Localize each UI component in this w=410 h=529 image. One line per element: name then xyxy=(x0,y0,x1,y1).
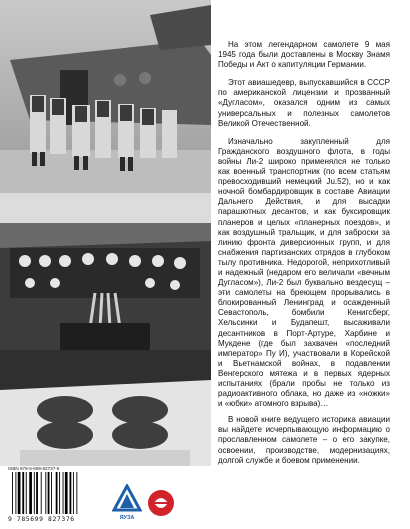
paragraph: Этот авиашедевр, выпускавшийся в СССР по американской лицензии и прозванный «Дугласом», оказался одним из самых универсальных и полезных самолетов Великой Отечественной. xyxy=(218,78,390,128)
paragraph: Изначально закупленный для Гражданского воздушного флота, в годы войны Ли-2 широко применялся не только как военный транспортник (по всем статьям превосходивший немецкий Ju.52), но и как ночной бомбардировщик в составе Авиации Дальнего Действия, и для высадки парашютных десантов, и как буксировщик планеров и целых «планерных поездов», и как воздушный тральщик, и для заброски за линию фронта диверсионных групп, и для снабжения партизанских отрядов в глубоком тылу противника. Недорогой, неприхотливый и надежный (недаром его величали «вечным Дугласом»), Ли-2 был буквально вездесущ – эти самолеты на бреющем прорывались в блокированный Ленинград и осажденный Севастополь, бомбили Кенигсберг, Хельсинки и Будапешт, высаживали десантников в Порт-Артуре, Харбине и Мукдене (где был захвачен «последний император» Пу И), участвовали в Корейской и Вьетнамской войнах, в подавлении Венгерского мятежа и в первых ядерных испытаниях (брали пробы не только из радиоактивного облака, но даже из «ножки» и «юбки» атомного взрыва)… xyxy=(218,136,390,409)
barcode-digits: 9 785699 827376 xyxy=(8,515,75,523)
paragraph: На этом легендарном самолете 9 мая 1945 года были доставлены в Москву Знамя Победы и Акт о капитуляции Германии. xyxy=(218,40,390,70)
paragraph: В новой книге ведущего историка авиации вы найдете исчерпывающую информацию о прославленном самолете – о его закупке, освоении, производстве, модернизациях, долгой службе и боевом применении. xyxy=(218,415,390,465)
barcode xyxy=(8,472,108,516)
photo-bombs xyxy=(0,350,211,466)
yauza-logo-label: ЯУЗА xyxy=(119,515,135,521)
photo-cockpit xyxy=(0,193,211,350)
eksmo-logo-icon xyxy=(146,488,176,518)
isbn-label: ISBN 978-5-699-82737-6 xyxy=(8,466,60,471)
description-text xyxy=(218,40,390,472)
photo-paratroopers xyxy=(0,0,211,193)
